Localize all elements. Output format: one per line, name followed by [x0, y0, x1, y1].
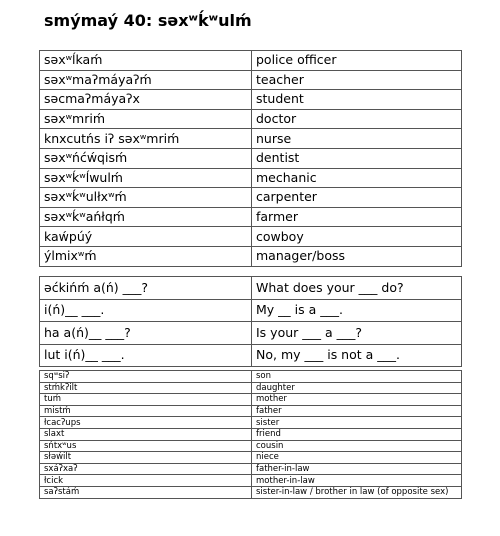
- family-term-native-cell: mistḿ: [40, 405, 252, 417]
- family-term-english-cell: mother: [252, 394, 462, 406]
- table-row: [40, 440, 462, 452]
- family-term-native-cell: słəẃilt: [40, 452, 252, 464]
- occupation-english-cell: manager/boss: [252, 246, 462, 266]
- family-term-native-cell: slaxt: [40, 428, 252, 440]
- phrase-native-cell: lut i(ń)__ ___.: [40, 344, 252, 367]
- occupation-english-cell: student: [252, 90, 462, 110]
- phrase-english-cell: My __ is a ___.: [252, 299, 462, 322]
- table-row: [40, 394, 462, 406]
- occupation-english-cell: mechanic: [252, 168, 462, 188]
- table-row: [40, 371, 462, 383]
- family-term-native-cell: łcick: [40, 475, 252, 487]
- family-term-english-cell: father: [252, 405, 462, 417]
- family-table: [39, 370, 462, 499]
- phrase-english-cell: Is your ___ a ___?: [252, 322, 462, 345]
- table-row: [40, 168, 462, 188]
- family-term-english-cell: daughter: [252, 382, 462, 394]
- occupation-native-cell: səxʷńćẃqisḿ: [40, 148, 252, 168]
- family-term-native-cell: sńtxʷus: [40, 440, 252, 452]
- occupation-native-cell: səxʷḱʷańłqḿ: [40, 207, 252, 227]
- family-term-english-cell: cousin: [252, 440, 462, 452]
- table-row: [40, 382, 462, 394]
- occupation-native-cell: səxʷĺkaḿ: [40, 51, 252, 71]
- table-row: [40, 428, 462, 440]
- table-row: [40, 129, 462, 149]
- table-row: [40, 148, 462, 168]
- occupation-native-cell: səxʷmriḿ: [40, 109, 252, 129]
- table-row: [40, 109, 462, 129]
- table-row: [40, 70, 462, 90]
- phrases-table: [39, 276, 462, 367]
- family-term-english-cell: father-in-law: [252, 463, 462, 475]
- table-row: [40, 227, 462, 247]
- table-row: [40, 51, 462, 71]
- occupation-native-cell: səxʷmaʔmáyaʔḿ: [40, 70, 252, 90]
- occupation-native-cell: səxʷḱʷulłxʷḿ: [40, 188, 252, 208]
- family-term-native-cell: stḿḱʔilt: [40, 382, 252, 394]
- occupation-english-cell: doctor: [252, 109, 462, 129]
- table-row: [40, 299, 462, 322]
- family-term-english-cell: sister: [252, 417, 462, 429]
- family-body: [40, 371, 462, 499]
- occupation-english-cell: farmer: [252, 207, 462, 227]
- table-row: [40, 486, 462, 498]
- page-title: smýmaý 40: səxʷḱʷulḿ: [44, 11, 252, 30]
- family-term-english-cell: friend: [252, 428, 462, 440]
- phrase-native-cell: əćkińḿ a(ń) ___?: [40, 277, 252, 300]
- occupation-english-cell: police officer: [252, 51, 462, 71]
- phrase-english-cell: No, my ___ is not a ___.: [252, 344, 462, 367]
- occupation-native-cell: knxcutńs iʔ səxʷmriḿ: [40, 129, 252, 149]
- table-row: [40, 463, 462, 475]
- table-row: [40, 452, 462, 464]
- table-row: [40, 188, 462, 208]
- phrase-native-cell: ha a(ń)__ ___?: [40, 322, 252, 345]
- family-term-english-cell: mother-in-law: [252, 475, 462, 487]
- occupation-english-cell: teacher: [252, 70, 462, 90]
- table-row: [40, 90, 462, 110]
- phrase-english-cell: What does your ___ do?: [252, 277, 462, 300]
- occupations-table: [39, 50, 462, 267]
- table-row: [40, 475, 462, 487]
- table-row: [40, 207, 462, 227]
- phrases-body: [40, 277, 462, 367]
- family-term-native-cell: sxáʔxaʔ: [40, 463, 252, 475]
- occupation-native-cell: ýlmixʷḿ: [40, 246, 252, 266]
- family-term-english-cell: sister-in-law / brother in law (of opposite sex): [252, 486, 462, 498]
- phrase-native-cell: i(ń)__ ___.: [40, 299, 252, 322]
- table-row: [40, 246, 462, 266]
- family-term-english-cell: niece: [252, 452, 462, 464]
- family-term-native-cell: łcacʔups: [40, 417, 252, 429]
- family-term-english-cell: son: [252, 371, 462, 383]
- table-row: [40, 405, 462, 417]
- table-row: [40, 344, 462, 367]
- family-term-native-cell: saʔstáḿ: [40, 486, 252, 498]
- occupation-english-cell: carpenter: [252, 188, 462, 208]
- table-row: [40, 322, 462, 345]
- occupation-native-cell: səcmaʔmáyaʔx: [40, 90, 252, 110]
- occupation-native-cell: səxʷḱʷĺwulḿ: [40, 168, 252, 188]
- table-row: [40, 417, 462, 429]
- occupations-body: [40, 51, 462, 267]
- table-row: [40, 277, 462, 300]
- family-term-native-cell: sqʷsiʔ: [40, 371, 252, 383]
- occupation-english-cell: dentist: [252, 148, 462, 168]
- occupation-english-cell: nurse: [252, 129, 462, 149]
- occupation-english-cell: cowboy: [252, 227, 462, 247]
- occupation-native-cell: kaẃpúý: [40, 227, 252, 247]
- family-term-native-cell: tuḿ: [40, 394, 252, 406]
